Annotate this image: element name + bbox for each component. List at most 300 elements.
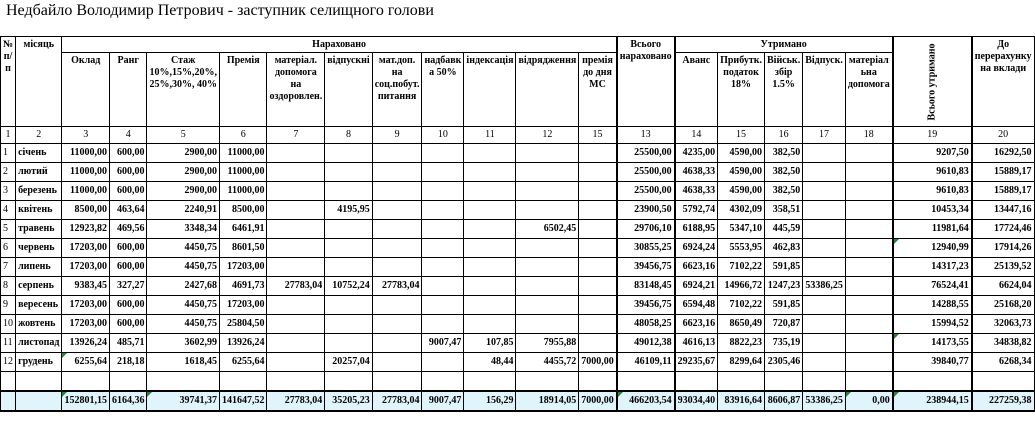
header-income-tax: Прибутк. податок 18%: [718, 53, 765, 127]
cell-c14[interactable]: 6623,16: [675, 258, 718, 277]
cell-c15[interactable]: 14966,72: [718, 277, 765, 296]
blank-cell: [972, 372, 1034, 391]
total-c3[interactable]: 152801,15: [62, 391, 110, 411]
cell-c15[interactable]: 5347,10: [718, 220, 765, 239]
cell-c18[interactable]: [845, 258, 892, 277]
cell-c9[interactable]: [372, 258, 422, 277]
cell-c16[interactable]: 735,19: [765, 334, 803, 353]
cell-c15[interactable]: 7102,22: [718, 258, 765, 277]
total-c6[interactable]: 141647,52: [219, 391, 267, 411]
cell-c14[interactable]: 6594,48: [675, 296, 718, 315]
cell-c16[interactable]: 382,50: [765, 144, 803, 163]
cell-c14[interactable]: 6924,21: [675, 277, 718, 296]
cell-c15[interactable]: 8822,23: [718, 334, 765, 353]
cell-c3[interactable]: 11000,00: [62, 163, 110, 182]
cell-c10[interactable]: [422, 239, 464, 258]
row-number: 4: [1, 201, 16, 220]
cell-c15a[interactable]: [579, 239, 617, 258]
blank-cell: [579, 372, 617, 391]
cell-c3[interactable]: 8500,00: [62, 201, 110, 220]
total-c7[interactable]: 27783,04: [267, 391, 325, 411]
cell-c4[interactable]: 600,00: [109, 182, 147, 201]
cell-c6[interactable]: 17203,00: [219, 296, 267, 315]
header-vacation-withheld: Відпуск.: [803, 53, 846, 127]
cell-c17[interactable]: [803, 315, 846, 334]
cell-c11[interactable]: [464, 258, 516, 277]
row-month: березень: [16, 182, 62, 201]
cell-c20[interactable]: 15889,17: [972, 163, 1034, 182]
cell-c5[interactable]: 4450,75: [147, 239, 220, 258]
table-row: [1, 182, 1035, 201]
cell-c11[interactable]: [464, 220, 516, 239]
cell-c10[interactable]: [422, 182, 464, 201]
column-number: 3: [62, 127, 110, 144]
cell-c4[interactable]: 600,00: [109, 315, 147, 334]
cell-c19[interactable]: 10453,34: [893, 201, 972, 220]
cell-c8[interactable]: 20257,04: [325, 353, 372, 372]
row-month: лютий: [16, 163, 62, 182]
cell-c14[interactable]: 4235,00: [675, 144, 718, 163]
cell-c13[interactable]: 48058,25: [617, 315, 675, 334]
cell-c15a[interactable]: [579, 258, 617, 277]
cell-c13[interactable]: 39456,75: [617, 296, 675, 315]
table-row: [1, 201, 1035, 220]
cell-c16[interactable]: 358,51: [765, 201, 803, 220]
cell-c5[interactable]: 3602,99: [147, 334, 220, 353]
total-c14[interactable]: 93034,40: [675, 391, 718, 411]
cell-c18[interactable]: [845, 296, 892, 315]
cell-c18[interactable]: [845, 353, 892, 372]
blank-cell: [219, 372, 267, 391]
column-number: 11: [464, 127, 516, 144]
cell-c6[interactable]: 25804,50: [219, 315, 267, 334]
cell-c13[interactable]: 25500,00: [617, 144, 675, 163]
cell-c13[interactable]: 83148,45: [617, 277, 675, 296]
cell-c11[interactable]: [464, 277, 516, 296]
row-month: листопад: [16, 334, 62, 353]
cell-c9[interactable]: [372, 353, 422, 372]
row-month: квітень: [16, 201, 62, 220]
cell-c10[interactable]: [422, 258, 464, 277]
cell-c9[interactable]: [372, 315, 422, 334]
cell-c20[interactable]: 16292,50: [972, 144, 1034, 163]
cell-c19[interactable]: 12940,99: [893, 239, 972, 258]
cell-c6[interactable]: 13926,24: [219, 334, 267, 353]
blank-cell: [16, 372, 62, 391]
cell-c6[interactable]: 17203,00: [219, 258, 267, 277]
cell-c7[interactable]: [267, 296, 325, 315]
blank-cell: [516, 372, 579, 391]
cell-c15a[interactable]: 7000,00: [579, 353, 617, 372]
total-c10[interactable]: 9007,47: [422, 391, 464, 411]
cell-c13[interactable]: 25500,00: [617, 182, 675, 201]
cell-c3[interactable]: 13926,24: [62, 334, 110, 353]
cell-c19[interactable]: 14173,55: [893, 334, 972, 353]
cell-c4[interactable]: 600,00: [109, 144, 147, 163]
column-number: 2: [16, 127, 62, 144]
cell-c8[interactable]: [325, 182, 372, 201]
cell-c15a[interactable]: [579, 315, 617, 334]
column-number: 9: [372, 127, 422, 144]
cell-c6[interactable]: 11000,00: [219, 144, 267, 163]
cell-c12[interactable]: [516, 144, 579, 163]
cell-c11[interactable]: [464, 182, 516, 201]
cell-c12[interactable]: [516, 277, 579, 296]
row-month: травень: [16, 220, 62, 239]
cell-c20[interactable]: 6268,34: [972, 353, 1034, 372]
cell-c19[interactable]: 14288,55: [893, 296, 972, 315]
row-number: 6: [1, 239, 16, 258]
cell-c7[interactable]: [267, 220, 325, 239]
total-c18[interactable]: 0,00: [845, 391, 892, 411]
cell-c8[interactable]: [325, 163, 372, 182]
cell-c7[interactable]: [267, 315, 325, 334]
cell-c4[interactable]: 600,00: [109, 296, 147, 315]
row-month: липень: [16, 258, 62, 277]
cell-c4[interactable]: 600,00: [109, 258, 147, 277]
cell-c17[interactable]: [803, 144, 846, 163]
cell-c14[interactable]: 6623,16: [675, 315, 718, 334]
header-material-aid-withheld: матеріал ьна допомога: [845, 53, 892, 127]
cell-c4[interactable]: 463,64: [109, 201, 147, 220]
cell-c7[interactable]: [267, 163, 325, 182]
cell-c20[interactable]: 34838,82: [972, 334, 1034, 353]
header-allowance50: надбавк а 50%: [422, 53, 464, 127]
totals-blank-cell: [1, 391, 16, 411]
total-c12[interactable]: 18914,05: [516, 391, 579, 411]
cell-c18[interactable]: [845, 277, 892, 296]
cell-c13[interactable]: 46109,11: [617, 353, 675, 372]
cell-c16[interactable]: 382,50: [765, 163, 803, 182]
cell-c5[interactable]: 2427,68: [147, 277, 220, 296]
blank-cell: [464, 372, 516, 391]
cell-c6[interactable]: 11000,00: [219, 163, 267, 182]
cell-c12[interactable]: [516, 201, 579, 220]
cell-c17[interactable]: [803, 334, 846, 353]
cell-c11[interactable]: [464, 201, 516, 220]
cell-c6[interactable]: 6461,91: [219, 220, 267, 239]
header-total-accrued: Всього нараховано: [617, 37, 675, 127]
column-number: 7: [267, 127, 325, 144]
cell-c5[interactable]: 4450,75: [147, 258, 220, 277]
cell-c16[interactable]: 1247,23: [765, 277, 803, 296]
cell-c16[interactable]: 2305,46: [765, 353, 803, 372]
cell-c8[interactable]: [325, 144, 372, 163]
row-number: 7: [1, 258, 16, 277]
cell-c9[interactable]: [372, 220, 422, 239]
cell-c15a[interactable]: [579, 220, 617, 239]
cell-c9[interactable]: 27783,04: [372, 277, 422, 296]
cell-c8[interactable]: [325, 239, 372, 258]
cell-c13[interactable]: 29706,10: [617, 220, 675, 239]
cell-c15a[interactable]: [579, 163, 617, 182]
cell-c11[interactable]: [464, 144, 516, 163]
cell-c15[interactable]: 7102,22: [718, 296, 765, 315]
cell-c9[interactable]: [372, 163, 422, 182]
cell-c11[interactable]: [464, 315, 516, 334]
cell-c9[interactable]: [372, 296, 422, 315]
cell-c5[interactable]: 4450,75: [147, 296, 220, 315]
cell-c20[interactable]: 6624,04: [972, 277, 1034, 296]
cell-c4[interactable]: 327,27: [109, 277, 147, 296]
cell-c8[interactable]: [325, 334, 372, 353]
cell-c20[interactable]: 25168,20: [972, 296, 1034, 315]
cell-c15[interactable]: 4590,00: [718, 163, 765, 182]
total-c8[interactable]: 35205,23: [325, 391, 372, 411]
cell-c11[interactable]: [464, 163, 516, 182]
cell-c13[interactable]: 25500,00: [617, 163, 675, 182]
cell-c6[interactable]: 11000,00: [219, 182, 267, 201]
cell-c14[interactable]: 5792,74: [675, 201, 718, 220]
cell-c15[interactable]: 4590,00: [718, 182, 765, 201]
cell-c7[interactable]: [267, 334, 325, 353]
blank-cell: [267, 372, 325, 391]
cell-c5[interactable]: 4450,75: [147, 315, 220, 334]
cell-c17[interactable]: [803, 239, 846, 258]
cell-c17[interactable]: [803, 163, 846, 182]
total-c16[interactable]: 8606,87: [765, 391, 803, 411]
header-to-transfer: До перерахунку на вклади: [972, 37, 1034, 127]
cell-c9[interactable]: [372, 239, 422, 258]
row-month: жовтень: [16, 315, 62, 334]
cell-c12[interactable]: 7955,88: [516, 334, 579, 353]
cell-c15[interactable]: 5553,95: [718, 239, 765, 258]
cell-c19[interactable]: 15994,52: [893, 315, 972, 334]
total-c19[interactable]: 238944,15: [893, 391, 972, 411]
header-month: місяць: [16, 37, 62, 127]
cell-c9[interactable]: [372, 334, 422, 353]
total-c5[interactable]: 39741,37: [147, 391, 220, 411]
cell-c7[interactable]: [267, 182, 325, 201]
cell-c12[interactable]: 4455,72: [516, 353, 579, 372]
cell-c16[interactable]: 591,85: [765, 258, 803, 277]
cell-c18[interactable]: [845, 334, 892, 353]
total-c11[interactable]: 156,29: [464, 391, 516, 411]
cell-c17[interactable]: 53386,25: [803, 277, 846, 296]
cell-c6[interactable]: 6255,64: [219, 353, 267, 372]
total-c17[interactable]: 53386,25: [803, 391, 846, 411]
cell-c19[interactable]: 39840,77: [893, 353, 972, 372]
cell-c14[interactable]: 4638,33: [675, 182, 718, 201]
cell-c15[interactable]: 4302,09: [718, 201, 765, 220]
row-number: 11: [1, 334, 16, 353]
cell-c17[interactable]: [803, 258, 846, 277]
row-month: червень: [16, 239, 62, 258]
cell-c8[interactable]: [325, 315, 372, 334]
column-number: 10: [422, 127, 464, 144]
table-row: [1, 258, 1035, 277]
cell-c10[interactable]: [422, 144, 464, 163]
cell-c4[interactable]: 469,56: [109, 220, 147, 239]
total-c13[interactable]: 466203,54: [617, 391, 675, 411]
cell-c20[interactable]: 32063,73: [972, 315, 1034, 334]
cell-c5[interactable]: 2900,00: [147, 182, 220, 201]
cell-c20[interactable]: 17724,46: [972, 220, 1034, 239]
cell-c9[interactable]: [372, 201, 422, 220]
cell-c3[interactable]: 17203,00: [62, 315, 110, 334]
cell-c10[interactable]: [422, 163, 464, 182]
cell-c15a[interactable]: [579, 277, 617, 296]
cell-c7[interactable]: [267, 201, 325, 220]
cell-c4[interactable]: 600,00: [109, 163, 147, 182]
cell-c12[interactable]: [516, 315, 579, 334]
cell-c19[interactable]: 9207,50: [893, 144, 972, 163]
cell-c15[interactable]: 8299,64: [718, 353, 765, 372]
cell-c16[interactable]: 591,85: [765, 296, 803, 315]
cell-c5[interactable]: 2240,91: [147, 201, 220, 220]
cell-c8[interactable]: 4195,95: [325, 201, 372, 220]
cell-c10[interactable]: [422, 315, 464, 334]
cell-c8[interactable]: 10752,24: [325, 277, 372, 296]
cell-c19[interactable]: 76524,41: [893, 277, 972, 296]
cell-c13[interactable]: 30855,25: [617, 239, 675, 258]
row-number: 9: [1, 296, 16, 315]
cell-c7[interactable]: [267, 144, 325, 163]
cell-c12[interactable]: [516, 182, 579, 201]
cell-c6[interactable]: 8601,50: [219, 239, 267, 258]
cell-c4[interactable]: 218,18: [109, 353, 147, 372]
header-military-fee: Військ. збір 1.5%: [765, 53, 803, 127]
cell-c4[interactable]: 600,00: [109, 239, 147, 258]
cell-c5[interactable]: 3348,34: [147, 220, 220, 239]
cell-c14[interactable]: 29235,67: [675, 353, 718, 372]
totals-row: [1, 391, 1035, 411]
row-number: 8: [1, 277, 16, 296]
cell-c12[interactable]: [516, 163, 579, 182]
table-row: [1, 239, 1035, 258]
total-c15[interactable]: 83916,64: [718, 391, 765, 411]
cell-c11[interactable]: [464, 239, 516, 258]
cell-c15a[interactable]: [579, 296, 617, 315]
cell-c13[interactable]: 39456,75: [617, 258, 675, 277]
cell-c16[interactable]: 720,87: [765, 315, 803, 334]
cell-c15a[interactable]: [579, 144, 617, 163]
cell-c14[interactable]: 4616,13: [675, 334, 718, 353]
cell-c12[interactable]: [516, 296, 579, 315]
cell-c9[interactable]: [372, 144, 422, 163]
cell-c10[interactable]: [422, 201, 464, 220]
blank-cell: [675, 372, 718, 391]
cell-c5[interactable]: 2900,00: [147, 144, 220, 163]
cell-c17[interactable]: [803, 353, 846, 372]
cell-c14[interactable]: 4638,33: [675, 163, 718, 182]
cell-c17[interactable]: [803, 296, 846, 315]
column-number: 15: [718, 127, 765, 144]
cell-c8[interactable]: [325, 220, 372, 239]
cell-c3[interactable]: 9383,45: [62, 277, 110, 296]
cell-c18[interactable]: [845, 163, 892, 182]
total-c20[interactable]: 227259,38: [972, 391, 1034, 411]
cell-c18[interactable]: [845, 182, 892, 201]
cell-c4[interactable]: 485,71: [109, 334, 147, 353]
cell-c16[interactable]: 382,50: [765, 182, 803, 201]
row-month: вересень: [16, 296, 62, 315]
cell-c13[interactable]: 49012,38: [617, 334, 675, 353]
cell-c12[interactable]: [516, 239, 579, 258]
cell-c18[interactable]: [845, 201, 892, 220]
cell-c11[interactable]: [464, 296, 516, 315]
header-rank: Ранг: [109, 53, 147, 127]
cell-c3[interactable]: 17203,00: [62, 258, 110, 277]
cell-c19[interactable]: 9610,83: [893, 182, 972, 201]
blank-cell: [803, 372, 846, 391]
cell-c10[interactable]: 9007,47: [422, 334, 464, 353]
cell-c20[interactable]: 17914,26: [972, 239, 1034, 258]
cell-c10[interactable]: [422, 220, 464, 239]
cell-c10[interactable]: [422, 277, 464, 296]
cell-c15[interactable]: 4590,00: [718, 144, 765, 163]
cell-c3[interactable]: 17203,00: [62, 296, 110, 315]
blank-cell: [845, 372, 892, 391]
cell-c18[interactable]: [845, 239, 892, 258]
cell-c19[interactable]: 11981,64: [893, 220, 972, 239]
cell-c10[interactable]: [422, 296, 464, 315]
cell-c17[interactable]: [803, 182, 846, 201]
cell-c9[interactable]: [372, 182, 422, 201]
cell-c15a[interactable]: [579, 182, 617, 201]
cell-c16[interactable]: 445,59: [765, 220, 803, 239]
cell-c18[interactable]: [845, 315, 892, 334]
header-business-trip: відрядження: [516, 53, 579, 127]
cell-c17[interactable]: [803, 220, 846, 239]
cell-c15[interactable]: 8650,49: [718, 315, 765, 334]
cell-c15a[interactable]: [579, 334, 617, 353]
cell-c5[interactable]: 2900,00: [147, 163, 220, 182]
cell-c10[interactable]: [422, 353, 464, 372]
cell-c15a[interactable]: [579, 201, 617, 220]
cell-c6[interactable]: 8500,00: [219, 201, 267, 220]
cell-c18[interactable]: [845, 144, 892, 163]
cell-c5[interactable]: 1618,45: [147, 353, 220, 372]
cell-c20[interactable]: 25139,52: [972, 258, 1034, 277]
total-c15a[interactable]: 7000,00: [579, 391, 617, 411]
cell-c7[interactable]: [267, 353, 325, 372]
cell-c11[interactable]: 48,44: [464, 353, 516, 372]
cell-c12[interactable]: [516, 258, 579, 277]
total-c4[interactable]: 6164,36: [109, 391, 147, 411]
cell-c19[interactable]: 14317,23: [893, 258, 972, 277]
cell-c12[interactable]: 6502,45: [516, 220, 579, 239]
cell-c3[interactable]: 17203,00: [62, 239, 110, 258]
cell-c3[interactable]: 6255,64: [62, 353, 110, 372]
cell-c7[interactable]: [267, 239, 325, 258]
cell-c20[interactable]: 15889,17: [972, 182, 1034, 201]
cell-c20[interactable]: 13447,16: [972, 201, 1034, 220]
cell-c3[interactable]: 11000,00: [62, 182, 110, 201]
cell-c18[interactable]: [845, 220, 892, 239]
cell-c17[interactable]: [803, 201, 846, 220]
cell-c14[interactable]: 6188,95: [675, 220, 718, 239]
cell-c13[interactable]: 23900,50: [617, 201, 675, 220]
cell-c14[interactable]: 6924,24: [675, 239, 718, 258]
cell-c6[interactable]: 4691,73: [219, 277, 267, 296]
total-c9[interactable]: 27783,04: [372, 391, 422, 411]
column-number: 16: [765, 127, 803, 144]
header-total-withheld: Всього утримано: [893, 37, 972, 127]
cell-c8[interactable]: [325, 296, 372, 315]
cell-c8[interactable]: [325, 258, 372, 277]
cell-c3[interactable]: 11000,00: [62, 144, 110, 163]
cell-c11[interactable]: 107,85: [464, 334, 516, 353]
header-vacation: відпускні: [325, 53, 372, 127]
cell-c7[interactable]: [267, 258, 325, 277]
header-bonus-ms: премія до дня МС: [579, 53, 617, 127]
cell-c16[interactable]: 462,83: [765, 239, 803, 258]
cell-c19[interactable]: 9610,83: [893, 163, 972, 182]
cell-c3[interactable]: 12923,82: [62, 220, 110, 239]
cell-c7[interactable]: 27783,04: [267, 277, 325, 296]
column-number: 19: [893, 127, 972, 144]
